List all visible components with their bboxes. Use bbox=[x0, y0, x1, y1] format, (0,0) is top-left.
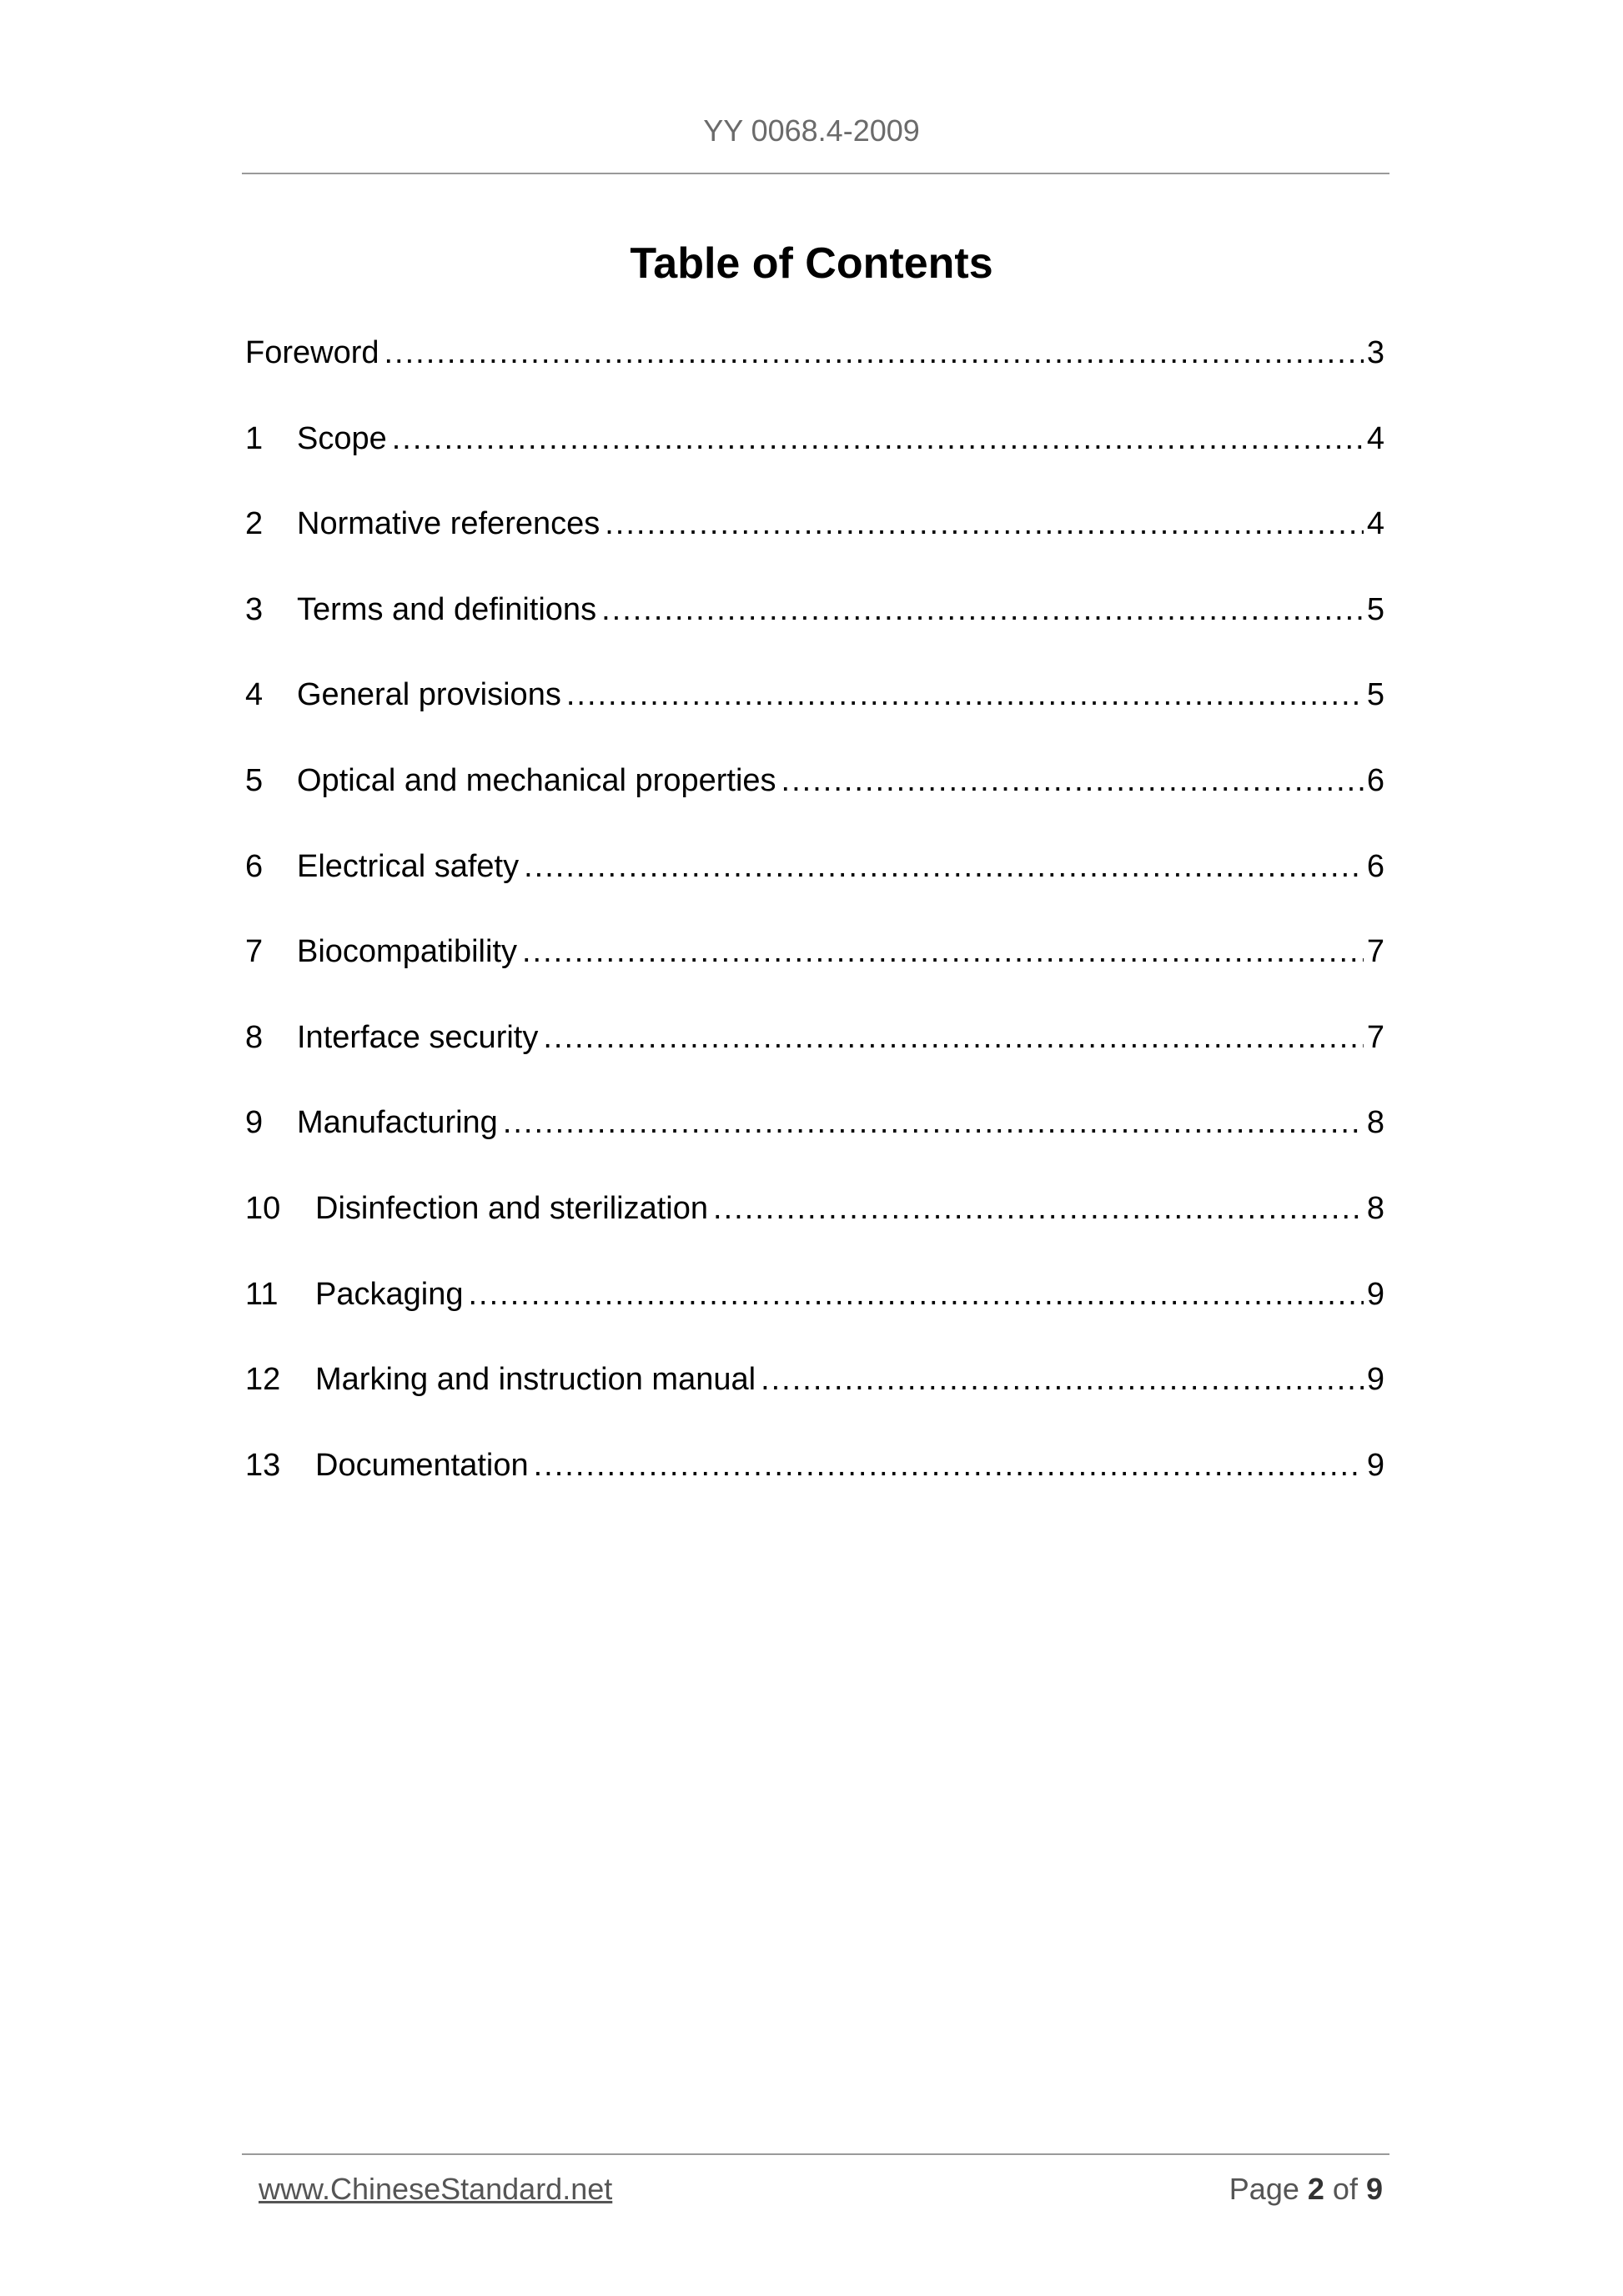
toc-dot-leader bbox=[781, 757, 1364, 804]
toc-entry-label: Documentation bbox=[315, 1447, 529, 1483]
toc-entry-label: Scope bbox=[297, 420, 387, 456]
toc-entry-page: 4 bbox=[1366, 420, 1384, 456]
toc-title: Table of Contents bbox=[630, 239, 993, 288]
toc-entry-page: 8 bbox=[1366, 1105, 1384, 1141]
toc-dot-leader bbox=[543, 1014, 1364, 1061]
toc-entry-number: 1 bbox=[245, 420, 264, 456]
toc-entry-disinfection-and-sterilization[interactable] bbox=[245, 1185, 1384, 1271]
toc-entry-label: Disinfection and sterilization bbox=[315, 1190, 709, 1226]
toc-dot-leader bbox=[503, 1099, 1364, 1146]
toc-entry-label: Packaging bbox=[315, 1276, 464, 1312]
toc-list bbox=[245, 329, 1384, 1527]
toc-entry-page: 9 bbox=[1366, 1447, 1384, 1483]
toc-entry-label: Optical and mechanical properties bbox=[297, 762, 776, 798]
toc-entry-page: 7 bbox=[1366, 934, 1384, 970]
toc-entry-page: 9 bbox=[1366, 1362, 1384, 1398]
toc-dot-leader bbox=[384, 329, 1364, 376]
toc-entry-number: 10 bbox=[245, 1190, 281, 1226]
toc-entry-page: 9 bbox=[1366, 1276, 1384, 1312]
toc-entry-page: 5 bbox=[1366, 677, 1384, 713]
toc-entry-number: 12 bbox=[245, 1362, 281, 1398]
toc-dot-leader bbox=[566, 671, 1364, 718]
toc-entry-number: 6 bbox=[245, 848, 264, 884]
footer-divider bbox=[242, 2153, 1389, 2155]
toc-entry-packaging[interactable] bbox=[245, 1271, 1384, 1357]
toc-entry-number: 4 bbox=[245, 677, 264, 713]
toc-dot-leader bbox=[392, 415, 1364, 462]
toc-entry-number: 9 bbox=[245, 1105, 264, 1141]
toc-entry-scope[interactable] bbox=[245, 415, 1384, 501]
toc-entry-terms-and-definitions[interactable] bbox=[245, 586, 1384, 672]
toc-entry-normative-references[interactable] bbox=[245, 500, 1384, 586]
toc-entry-marking-and-instruction-manual[interactable] bbox=[245, 1356, 1384, 1442]
toc-entry-page: 8 bbox=[1366, 1190, 1384, 1226]
toc-dot-leader bbox=[468, 1271, 1363, 1318]
current-page-number: 2 bbox=[1307, 2172, 1324, 2206]
toc-entry-label: Biocompatibility bbox=[297, 934, 517, 970]
toc-entry-optical-and-mechanical-properties[interactable] bbox=[245, 757, 1384, 843]
toc-entry-label: Electrical safety bbox=[297, 848, 520, 884]
toc-entry-interface-security[interactable] bbox=[245, 1014, 1384, 1100]
toc-entry-biocompatibility[interactable] bbox=[245, 928, 1384, 1014]
toc-entry-documentation[interactable] bbox=[245, 1442, 1384, 1528]
toc-entry-number: 11 bbox=[245, 1276, 279, 1312]
footer-website-link[interactable]: www.ChineseStandard.net bbox=[259, 2172, 613, 2206]
page-of-label: of bbox=[1332, 2172, 1358, 2206]
toc-entry-number: 8 bbox=[245, 1019, 264, 1055]
toc-entry-label: Foreword bbox=[245, 335, 379, 370]
toc-entry-label: Marking and instruction manual bbox=[315, 1362, 756, 1398]
toc-entry-page: 7 bbox=[1366, 1019, 1384, 1055]
toc-entry-page: 6 bbox=[1366, 848, 1384, 884]
toc-dot-leader bbox=[601, 586, 1364, 633]
toc-entry-electrical-safety[interactable] bbox=[245, 843, 1384, 929]
toc-entry-page: 4 bbox=[1366, 506, 1384, 542]
toc-entry-foreword[interactable] bbox=[245, 329, 1384, 415]
page-prefix: Page bbox=[1229, 2172, 1299, 2206]
toc-entry-label: Manufacturing bbox=[297, 1105, 498, 1141]
toc-dot-leader bbox=[534, 1442, 1364, 1489]
toc-dot-leader bbox=[605, 500, 1364, 547]
toc-entry-number: 13 bbox=[245, 1447, 281, 1483]
toc-entry-number: 2 bbox=[245, 506, 264, 542]
toc-dot-leader bbox=[761, 1356, 1364, 1403]
toc-dot-leader bbox=[522, 928, 1364, 975]
toc-entry-page: 3 bbox=[1366, 335, 1384, 370]
toc-entry-general-provisions[interactable] bbox=[245, 671, 1384, 757]
total-pages-number: 9 bbox=[1365, 2172, 1383, 2206]
document-code-header: YY 0068.4-2009 bbox=[703, 113, 920, 148]
toc-entry-page: 5 bbox=[1366, 591, 1384, 627]
toc-dot-leader bbox=[524, 843, 1364, 890]
header-divider bbox=[242, 173, 1389, 174]
toc-entry-label: General provisions bbox=[297, 677, 561, 713]
toc-dot-leader bbox=[713, 1185, 1364, 1232]
toc-entry-label: Terms and definitions bbox=[297, 591, 597, 627]
toc-entry-page: 6 bbox=[1366, 762, 1384, 798]
toc-entry-number: 3 bbox=[245, 591, 264, 627]
toc-entry-label: Interface security bbox=[297, 1019, 539, 1055]
toc-entry-number: 7 bbox=[245, 934, 264, 970]
toc-entry-number: 5 bbox=[245, 762, 264, 798]
toc-entry-manufacturing[interactable] bbox=[245, 1099, 1384, 1185]
page-indicator bbox=[1229, 2172, 1383, 2207]
toc-entry-label: Normative references bbox=[297, 506, 600, 542]
